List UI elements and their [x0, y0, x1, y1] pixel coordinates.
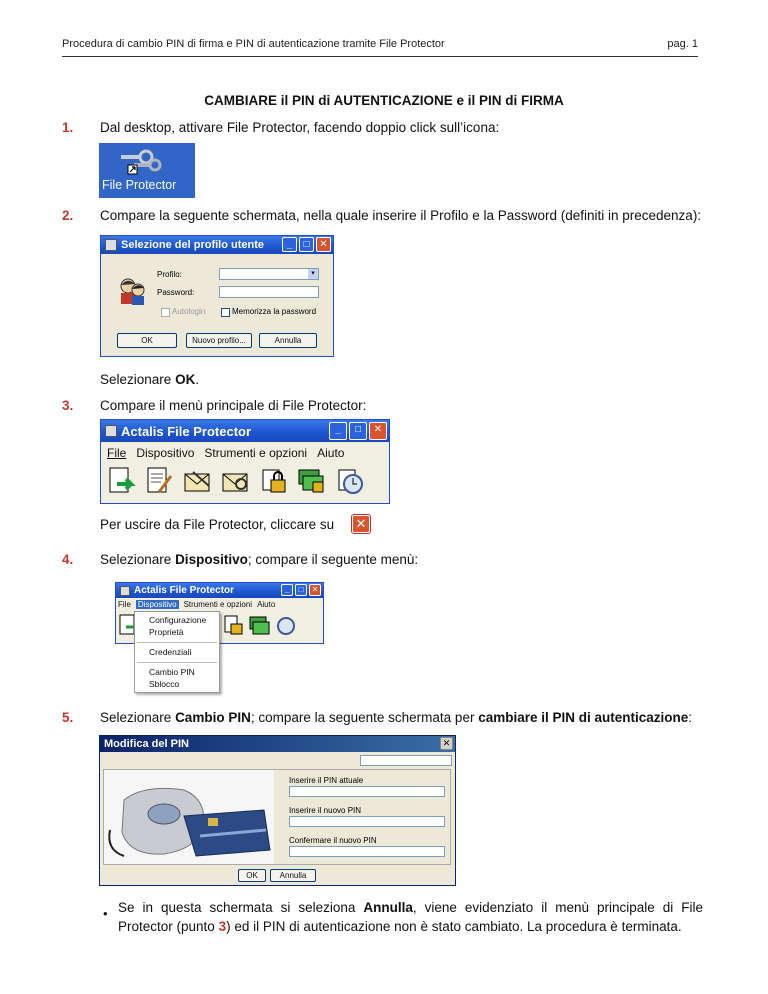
nuovo-profilo-button[interactable]: Nuovo profilo... [186, 333, 252, 348]
menu-file[interactable]: File [107, 446, 127, 460]
users-icon [117, 276, 147, 306]
maximize-icon[interactable]: □ [349, 422, 367, 440]
current-pin-label: Inserire il PIN attuale [289, 776, 364, 785]
menu-aiuto[interactable]: Aiuto [317, 446, 345, 460]
maximize-icon[interactable]: □ [295, 584, 307, 596]
annulla-button[interactable]: Annulla [259, 333, 317, 348]
page-header [62, 38, 698, 50]
page-number: pag. 1 [667, 38, 698, 50]
menu-window-menubar [118, 600, 275, 609]
minimize-icon[interactable]: _ [282, 237, 297, 252]
step-1-number: 1. [62, 120, 74, 135]
password-label: Password: [157, 288, 195, 297]
confirm-pin-input[interactable] [289, 846, 445, 857]
main-window [100, 419, 390, 504]
step-2-text: Compare la seguente schermata, nella quale inserire il Profilo e la Password (definiti in precedenza): [100, 208, 702, 223]
pin-dialog-panel [103, 769, 451, 865]
close-icon[interactable]: ✕ [316, 237, 331, 252]
document-title: CAMBIARE il PIN di AUTENTICAZIONE e il PIN di FIRMA [204, 93, 564, 108]
maximize-icon[interactable]: □ [299, 237, 314, 252]
main-window-titlebar [101, 420, 389, 442]
app-icon [105, 425, 117, 437]
close-icon[interactable]: ✕ [309, 584, 321, 596]
menu-item-sblocco[interactable]: Sblocco [149, 679, 180, 689]
pin-dialog-top-field[interactable] [360, 755, 452, 766]
step-5-text: Selezionare Cambio PIN; compare la seguente schermata per cambiare il PIN di autenticazione: [100, 710, 693, 725]
step-3-text: Compare il menù principale di File Protector: [100, 398, 367, 413]
select-ok-text: Selezionare OK. [100, 372, 200, 387]
decrypt-lock-icon[interactable] [297, 466, 327, 496]
close-icon[interactable]: ✕ [352, 515, 370, 533]
menu-strumenti[interactable]: Strumenti e opzioni [183, 600, 253, 609]
step-4-text: Selezionare Dispositivo; compare il seguente menù: [100, 552, 419, 567]
pin-dialog-title: Modifica del PIN [104, 738, 189, 750]
dispositivo-dropdown [134, 611, 220, 693]
profile-dialog [100, 235, 334, 357]
step-4-number: 4. [62, 552, 74, 567]
pin-annulla-button[interactable]: Annulla [270, 869, 316, 882]
step-2-number: 2. [62, 208, 74, 223]
chevron-down-icon[interactable]: ▾ [308, 269, 318, 279]
step-1-text: Dal desktop, attivare File Protector, facendo doppio click sull’icona: [100, 120, 500, 135]
file-protector-desktop-icon[interactable] [99, 143, 195, 198]
bullet-text: Se in questa schermata si seleziona Annulla, viene evidenziato il menù principale di File Protector (punto 3) ed il PIN di autenticazione non è stato cambiato. La procedura è terminata. [118, 900, 704, 934]
menu-separator [137, 642, 217, 643]
main-toolbar [107, 466, 365, 496]
close-icon[interactable]: ✕ [369, 422, 387, 440]
smartcard-reader-image [104, 770, 274, 864]
main-menubar [107, 446, 344, 460]
decrypt-lock-icon[interactable] [248, 613, 270, 637]
menu-item-configurazione[interactable]: Configurazione [149, 615, 207, 625]
autologin-checkbox[interactable] [161, 308, 170, 317]
menu-window-titlebar [116, 583, 323, 598]
open-file-icon[interactable] [107, 466, 137, 496]
profile-dialog-titlebar [101, 236, 333, 254]
sign-document-icon[interactable] [145, 466, 175, 496]
header-divider [62, 56, 698, 57]
exit-text: Per uscire da File Protector, cliccare su [100, 517, 335, 532]
step-5-number: 5. [62, 710, 74, 725]
app-icon [120, 586, 130, 596]
current-pin-input[interactable] [289, 786, 445, 797]
sign-envelope-icon[interactable] [183, 466, 213, 496]
ok-button[interactable]: OK [117, 333, 177, 348]
memorizza-checkbox[interactable] [221, 308, 230, 317]
desktop-icon-label: File Protector [102, 178, 177, 192]
pin-dialog [99, 735, 456, 886]
timestamp-icon[interactable] [335, 466, 365, 496]
password-input[interactable] [219, 286, 319, 298]
menu-dispositivo-selected[interactable]: Dispositivo [137, 600, 177, 609]
menu-item-credenziali[interactable]: Credenziali [149, 647, 192, 657]
new-pin-input[interactable] [289, 816, 445, 827]
menu-item-cambio-pin[interactable]: Cambio PIN [149, 667, 195, 677]
menu-window-title: Actalis File Protector [134, 585, 235, 596]
menu-item-proprieta[interactable]: Proprietà [149, 627, 184, 637]
menu-strumenti[interactable]: Strumenti e opzioni [204, 446, 308, 460]
menu-separator [137, 662, 217, 663]
profile-dialog-title: Selezione del profilo utente [121, 239, 265, 251]
keys-icon [99, 143, 195, 179]
minimize-icon[interactable]: _ [329, 422, 347, 440]
pin-dialog-titlebar [100, 736, 455, 752]
close-icon[interactable]: ✕ [440, 737, 453, 750]
profilo-label: Profilo: [157, 270, 182, 279]
verify-envelope-icon[interactable] [221, 466, 251, 496]
header-title: Procedura di cambio PIN di firma e PIN di autenticazione tramite File Protector [62, 38, 445, 50]
step-3-number: 3. [62, 398, 74, 413]
encrypt-lock-icon[interactable] [259, 466, 289, 496]
confirm-pin-label: Confermare il nuovo PIN [289, 836, 377, 845]
main-window-title: Actalis File Protector [121, 423, 252, 439]
menu-aiuto[interactable]: Aiuto [257, 600, 276, 609]
minimize-icon[interactable]: _ [281, 584, 293, 596]
app-icon [105, 239, 117, 251]
timestamp-icon[interactable] [274, 613, 296, 637]
encrypt-lock-icon[interactable] [222, 613, 244, 637]
pin-ok-button[interactable]: OK [238, 869, 266, 882]
menu-dispositivo[interactable]: Dispositivo [136, 446, 195, 460]
menu-file[interactable]: File [118, 600, 131, 609]
bullet-marker: • [103, 906, 108, 921]
memorizza-label: Memorizza la password [232, 307, 317, 316]
profilo-select[interactable] [219, 268, 319, 280]
autologin-label: Autologin [172, 307, 206, 316]
new-pin-label: Inserire il nuovo PIN [289, 806, 362, 815]
